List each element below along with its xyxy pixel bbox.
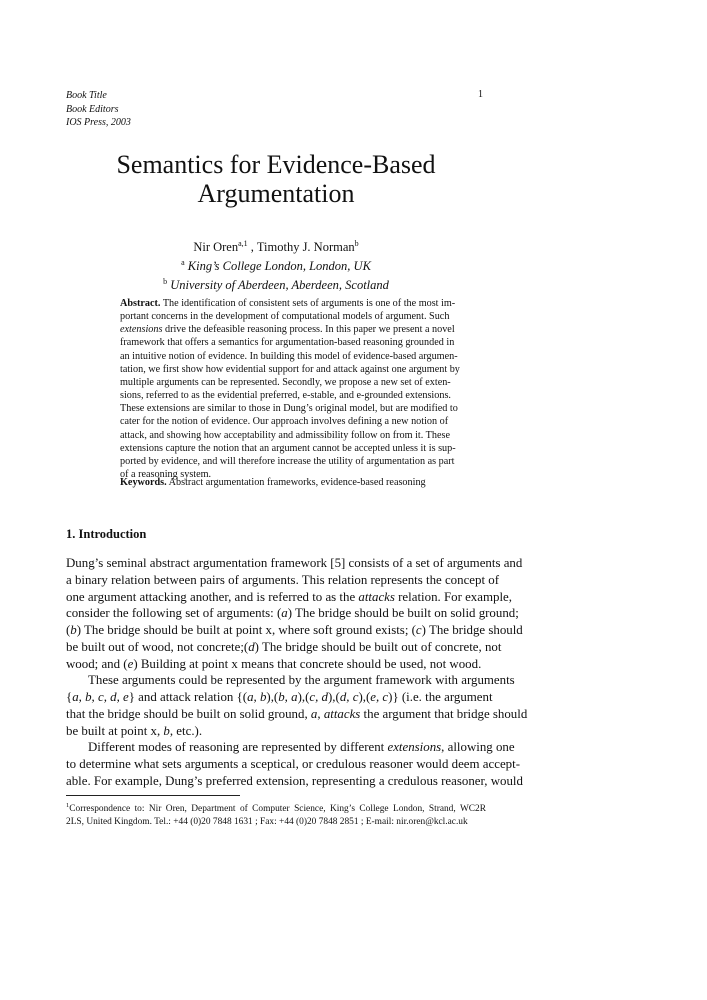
text-span: consider the following set of arguments: (	[66, 606, 282, 621]
text-span: sions, referred to as the evidential preferred, e-stable, and e-grounded extensions.	[120, 390, 451, 402]
author-affil-mark: b	[354, 239, 359, 248]
text-line	[120, 415, 449, 428]
text-span: ),(	[266, 690, 279, 704]
text-span: The identification of consistent sets of arguments is one of the most im-	[160, 298, 456, 309]
text-line	[120, 476, 432, 489]
text-span: Abstract argumentation frameworks, evidence-based reasoning	[166, 477, 426, 488]
text-line	[66, 773, 523, 790]
text-line	[120, 376, 451, 389]
affiliation-b	[66, 274, 486, 293]
text-span: ) The bridge should	[421, 623, 523, 637]
italic-text: extensions	[120, 324, 163, 336]
italic-text: e	[127, 656, 134, 671]
publisher: IOS Press, 2003	[66, 117, 131, 128]
italic-text: d, c	[339, 690, 359, 704]
text-span: that the bridge should be built on solid ground,	[66, 706, 311, 721]
bold-label: Keywords.	[120, 477, 167, 488]
text-line	[66, 589, 512, 606]
text-span: attack, and showing how acceptability and admissibility follow on from it. These	[120, 429, 450, 441]
text-line	[120, 323, 455, 336]
text-line	[120, 442, 456, 455]
book-editors: Book Editors	[66, 103, 119, 115]
italic-text: b, a	[278, 690, 298, 704]
text-span: framework that offers a semantics for argumentation-based reasoning grounded in	[120, 337, 455, 349]
italic-text: attacks	[358, 589, 395, 604]
footnote-mark: 1	[66, 802, 70, 809]
text-line	[66, 672, 515, 689]
text-span: ),(	[297, 690, 310, 704]
text-line	[66, 555, 523, 572]
affil-text: University of Aberdeen, Aberdeen, Scotland	[170, 278, 389, 292]
text-span: be built out of wood, not concrete;(	[66, 639, 249, 654]
text-line	[66, 756, 520, 773]
italic-text: a, b, c, d, e	[72, 690, 129, 704]
text-line	[120, 336, 455, 349]
paper-title	[66, 150, 486, 208]
footnote-rule	[66, 795, 240, 796]
text-span: (	[66, 623, 71, 637]
text-line	[66, 622, 523, 639]
text-line	[120, 310, 450, 323]
section-heading: 1. Introduction	[66, 527, 147, 541]
text-span: ported by evidence, and will therefore increase the utility of argumentation as part	[120, 455, 455, 467]
text-span: , etc.).	[169, 723, 203, 738]
text-span: cater for the notion of evidence. Our approach involves defining a new notion of	[120, 416, 449, 428]
author-line	[66, 236, 486, 255]
text-line	[66, 656, 486, 673]
text-span: ) The bridge should be built out of concrete, not	[254, 639, 502, 654]
text-span: extensions capture the notion that an argument cannot be accepted unless it is sup-	[120, 442, 456, 454]
text-span: drive the defeasible reasoning process. In this paper we present a novel	[162, 324, 455, 336]
text-span: tation, we first show how evidential support for and attack against one argument by	[120, 363, 460, 375]
text-span: one argument attacking another, and is referred to as the	[66, 589, 359, 604]
text-span: ,	[317, 706, 324, 721]
page-number: 1	[478, 89, 483, 100]
italic-text: attacks	[323, 706, 361, 721]
keywords	[120, 476, 432, 489]
text-line	[66, 739, 515, 756]
text-span: ) Building at point x means that concrete should be used, not wood.	[133, 656, 482, 671]
footnote-line	[66, 799, 486, 816]
text-line	[120, 363, 460, 376]
text-span: the argument that bridge should	[360, 706, 528, 721]
italic-text: a	[281, 606, 288, 621]
text-span: to determine what sets arguments a sceptical, or credulous reasoner would deem accept-	[66, 757, 520, 771]
text-span: {	[66, 690, 73, 704]
text-line	[120, 455, 455, 468]
bold-label: Abstract.	[120, 298, 161, 309]
text-span: of a reasoning system.	[120, 469, 212, 481]
italic-text: extensions	[387, 740, 442, 755]
abstract	[120, 297, 460, 481]
text-line	[66, 689, 493, 706]
text-span: a binary relation between pairs of arguments. This relation represents the concept of	[66, 572, 500, 587]
text-span: relation. For example,	[394, 589, 512, 604]
text-line	[66, 605, 519, 622]
text-line	[66, 572, 500, 589]
title-line-1: Semantics for Evidence-Based	[116, 150, 436, 179]
text-line	[120, 389, 451, 402]
text-span: ),(	[328, 690, 340, 704]
italic-text: c, d	[309, 690, 329, 704]
text-line	[66, 639, 502, 656]
author-name: Nir Oren	[193, 240, 239, 254]
text-span: wood; and (	[66, 656, 128, 671]
text-span: multiple arguments can be represented. Secondly, we propose a new set of exten-	[120, 376, 451, 388]
running-header	[66, 89, 131, 130]
text-line	[66, 706, 528, 723]
text-span: an intuitive notion of evidence. In building this model of evidence-based argumen-	[120, 350, 458, 362]
affiliation-a	[66, 255, 486, 274]
text-span: be built at point x,	[66, 723, 164, 738]
text-line	[120, 350, 458, 363]
text-span: able. For example, Dung’s preferred extension, representing a credulous reasoner, would	[66, 773, 523, 788]
footnote-line: 2LS, United Kingdom. Tel.: +44 (0)20 7848 1631 ; Fax: +44 (0)20 7848 2851 ; E-mail: nir.oren@kcl.ac.uk	[66, 817, 468, 827]
author-separator: ,	[247, 240, 257, 254]
footnote	[66, 799, 486, 829]
text-span: , allowing one	[441, 740, 515, 755]
text-span: )} (i.e. the argument	[388, 690, 493, 704]
author-affil-mark: a,1	[238, 239, 248, 248]
italic-text: a	[310, 706, 318, 721]
italic-text: d	[248, 639, 255, 654]
italic-text: e, c	[370, 690, 389, 704]
footnote-text: Correspondence to: Nir Oren, Department of Computer Science, King’s College London, Strand, WC2R	[69, 804, 486, 814]
affil-text: King’s College London, London, UK	[187, 259, 371, 273]
text-span: ),(	[358, 690, 371, 704]
text-span: portant concerns in the development of computational models of argument. Such	[120, 311, 450, 323]
text-span: ) The bridge should be built at point x, where soft ground exists; (	[76, 623, 416, 637]
text-span: Different modes of reasoning are represented by different	[88, 740, 388, 755]
author-block	[66, 236, 486, 293]
italic-text: a, b	[247, 690, 267, 704]
text-span: Dung’s seminal abstract argumentation framework [5] consists of a set of arguments and	[66, 556, 523, 570]
text-span: ) The bridge should be built on solid ground;	[287, 606, 519, 621]
text-line	[120, 402, 458, 415]
text-span: } and attack relation {(	[128, 690, 248, 704]
text-line	[66, 723, 486, 740]
author-name: Timothy J. Norman	[256, 240, 355, 254]
text-line	[120, 297, 456, 310]
body-text	[66, 555, 528, 790]
text-line	[120, 429, 450, 442]
title-line-2: Argumentation	[197, 179, 355, 208]
affil-mark: b	[163, 277, 168, 286]
book-title: Book Title	[66, 90, 107, 101]
italic-text: c	[415, 623, 422, 637]
italic-text: b	[70, 623, 77, 637]
italic-text: b	[163, 723, 170, 738]
text-span: These arguments could be represented by the argument framework with arguments	[88, 673, 515, 688]
affil-mark: a	[181, 258, 185, 267]
text-span: These extensions are similar to those in Dung’s original model, but are modified to	[120, 403, 458, 415]
